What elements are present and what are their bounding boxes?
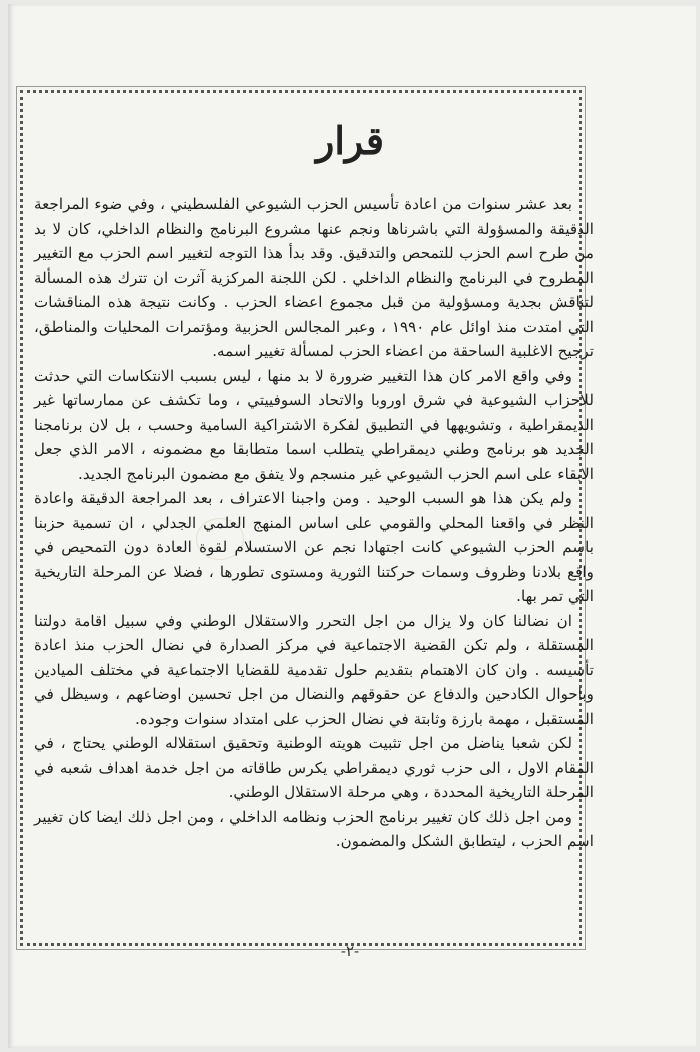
paragraph-1: بعد عشر سنوات من اعادة تأسيس الحزب الشيوعي الفلسطيني ، وفي ضوء المراجعة الدقيقة والمسؤولة التي باشرناها ونجم عنها مشروع البرنامج والنظام الداخلي، كان لا بد من طرح اسم الحزب للتمحص والتدقيق. وقد بدأ هذا التوجه لتغيير اسم الحزب مع التغيير المطروح في البرنامج والنظام الداخلي . لكن اللجنة المركزية آثرت ان تترك هذه المسألة لتناقش بجدية ومسؤولية من قبل مجموع اعضاء الحزب . وكانت نتيجة هذه المناقشات التي امتدت منذ اوائل عام ١٩٩٠ ، وعبر المجالس الحزبية ومؤتمرات المحليات والمناطق، ترجيح الاغلبية الساحقة من اعضاء الحزب لمسألة تغيير اسمه. xyxy=(34,195,594,360)
page-title: قرار xyxy=(315,118,385,163)
page-number: -٢- xyxy=(340,942,360,960)
body-text xyxy=(34,192,594,854)
paragraph-2: وفي واقع الامر كان هذا التغيير ضرورة لا بد منها ، ليس بسبب الانتكاسات التي حدثت للاحزاب الشيوعية في شرق اوروبا والاتحاد السوفييتي ، وما تكشف عن ممارساتها غير الديمقراطية ، وتشويهها في التطبيق لفكرة الاشتراكية السامية وحسب ، بل لان برنامجنا الجديد هو برنامج وطني ديمقراطي يتطلب اسما متطابقا مع مضمونه ، الامر الذي جعل الابقاء على اسم الحزب الشيوعي غير منسجم ولا يتفق مع مضمون البرنامج الجديد. xyxy=(34,366,594,483)
paragraph-3: ولم يكن هذا هو السبب الوحيد . ومن واجبنا الاعتراف ، بعد المراجعة الدقيقة واعادة النظر في واقعنا المحلي والقومي على اساس المنهج العلمي الجدلي ، ان تسمية حزبنا باسم الحزب الشيوعي كانت اجتهادا نجم عن الاستسلام لقوة العادة دون التمحيص في واقع بلادنا وظروف وسمات حركتنا الثورية ومستوى تطورها ، فضلا عن المرحلة التاريخية التي تمر بها. xyxy=(34,489,594,605)
paragraph-4: ان نضالنا كان ولا يزال من اجل التحرر والاستقلال الوطني وفي سبيل اقامة دولتنا المستقلة ، ولم تكن القضية الاجتماعية في مركز الصدارة في نضال الحزب منذ اعادة تأسيسه . وان كان الاهتمام بتقديم حلول تقدمية للقضايا الاجتماعية في مختلف الميادين وباحوال الكادحين والدفاع عن حقوقهم والنضال من اجل تحسين اوضاعهم ، وسيظل في المستقبل ، مهمة بارزة وثابتة في نضال الحزب على امتداد سنوات وجوده. xyxy=(34,611,594,728)
paragraph-5: لكن شعبا يناضل من اجل تثبيت هويته الوطنية وتحقيق استقلاله الوطني يحتاج ، في المقام الاول ، الى حزب ثوري ديمقراطي يكرس طاقاته من اجل خدمة اهداف شعبه في المرحلة التاريخية المحددة ، وهي مرحلة الاستقلال الوطني. xyxy=(34,734,594,801)
paragraph-6: ومن اجل ذلك كان تغيير برنامج الحزب ونظامه الداخلي ، ومن اجل ذلك ايضا كان تغيير اسم الحزب ، ليتطابق الشكل والمضمون. xyxy=(34,807,594,850)
